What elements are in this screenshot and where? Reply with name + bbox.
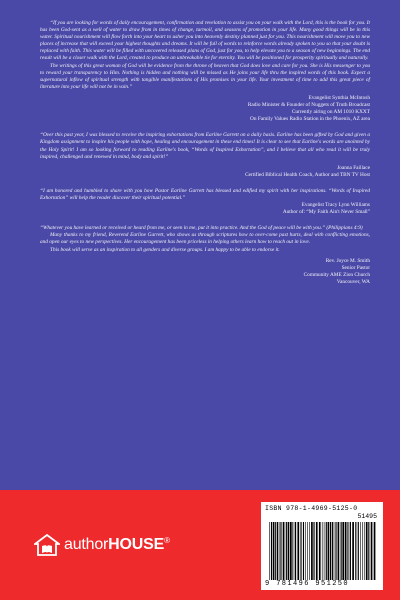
publisher-name-part2: HOUSE — [108, 536, 165, 553]
barcode-bar — [300, 522, 301, 580]
barcode-bar — [324, 522, 325, 580]
barcode-bar — [350, 522, 351, 580]
barcode-bar — [358, 522, 359, 580]
barcode-bar — [286, 522, 287, 580]
barcode-bar — [342, 522, 344, 580]
barcode-bar — [290, 522, 292, 580]
endorser-title: Senior Pastor — [341, 264, 370, 271]
barcode-bar — [368, 522, 369, 580]
endorsement-attribution — [40, 258, 370, 286]
barcode-bar — [326, 522, 327, 580]
registered-mark: ® — [164, 536, 170, 545]
barcode-bar — [316, 522, 318, 580]
endorser-title: Author of: “My Faith Ain't Never Small” — [282, 209, 370, 216]
endorser-name: Evangelist Tracy Lynn Williams — [301, 202, 370, 209]
barcode-bar — [360, 522, 361, 580]
endorsement-attribution — [40, 202, 370, 216]
barcode-bar — [330, 522, 331, 580]
barcode-bar — [352, 522, 354, 580]
barcode-bar — [345, 522, 347, 580]
endorser-title: Radio Minister & Founder of Nuggets of Truth Broadcast — [247, 102, 370, 109]
publisher-logo — [34, 534, 170, 556]
barcode-bar — [313, 522, 314, 580]
barcode-bar — [269, 522, 270, 580]
barcode-bar — [362, 522, 363, 580]
endorsement-paragraph: “Over this past year, I was blessed to receive the inspiring exhortations from Earline Garrett on a daily basis. Earline has been gifted by God and given a Kingdom assignment to inspire his people with hope, healing and encouragement in these end times! It is clear to see that Earline's words are anointed by the Holy Spirit! I am so looking forward to reading Earline's book, “Words of Inspired Exhortation”, and I believe that all who read it will be truly inspired, challenged and renewed in mind, body and spirit!” — [40, 132, 370, 160]
endorser-name: Joanna Faillace — [337, 164, 370, 171]
barcode-bars — [267, 522, 377, 580]
endorsement-paragraph: The writings of this great woman of God will be evidence from the throne of heaven that God does love and care for you. She is His messenger to you to reward your transparency to Him. Nothing is hidden and nothing will be missed as He joins your life thru the inspired words of this book. Expect a supernatural inflow of spiritual strength with tangible manifestations of His promises in your life. Your investment of time to add this great piece of literature into your life will not be in vain.” — [40, 62, 370, 90]
endorser-name: Evangelist Synthia McIntosh — [308, 94, 370, 101]
barcode-bar — [364, 522, 365, 580]
barcode-bar — [280, 522, 281, 580]
barcode-bar — [307, 522, 308, 580]
barcode-bar — [281, 522, 282, 580]
barcode-bar — [305, 522, 306, 580]
barcode-bar — [332, 522, 333, 580]
barcode-bar — [371, 522, 373, 580]
barcode-bar — [322, 522, 323, 580]
endorser-title: On Family Values Radio Station in the Phoenix, AZ area — [250, 116, 370, 123]
ean-digits: 9 781496 951250 — [265, 580, 350, 588]
barcode-bar — [374, 522, 376, 580]
barcode-bar — [303, 522, 304, 580]
barcode-bar — [366, 522, 368, 580]
barcode-bar — [292, 522, 293, 580]
barcode-bar — [309, 522, 310, 580]
endorser-title: Vancouver, WA — [336, 278, 370, 285]
endorsement-paragraph: “I am honored and humbled to share with you how Pastor Earline Garrett has blessed and edified my spirit with her inspirations. “Words of Inspired Exhortation” will help the reader discover their spiritual potential.” — [40, 187, 370, 201]
isbn-text: ISBN 978-1-4969-5125-0 — [265, 505, 358, 512]
barcode-bar — [297, 522, 299, 580]
barcode-bar — [283, 522, 285, 580]
publisher-name-part1: author — [64, 536, 109, 553]
barcode-bar — [341, 522, 342, 580]
barcode-bar — [311, 522, 313, 580]
endorsement-attribution — [40, 165, 370, 179]
endorser-title: Currently airing on AM 1010 KXXT — [291, 109, 370, 116]
endorser-name: Rev. Joyce M. Smith — [325, 257, 370, 264]
price-code: 51495 — [357, 513, 377, 520]
barcode-bar — [271, 522, 272, 580]
publisher-name — [64, 536, 170, 554]
barcode-bar — [338, 522, 340, 580]
barcode-bar — [328, 522, 330, 580]
endorsement-paragraph: “Whatever you have learned or received or heard from me, or seen in me, put it into practice. And the God of peace will be with you.” (Philippians 4:9) — [40, 225, 363, 232]
endorsements — [40, 20, 370, 286]
book-house-logo-icon — [34, 534, 60, 556]
barcode-panel — [261, 502, 383, 590]
barcode-bar — [277, 522, 278, 580]
barcode-bar — [295, 522, 296, 580]
barcode-bar — [288, 522, 290, 580]
barcode-bar — [275, 522, 276, 580]
barcode-bar — [349, 522, 350, 580]
barcode-bar — [355, 522, 356, 580]
barcode-bar — [279, 522, 280, 580]
endorsement-attribution — [40, 95, 370, 123]
barcode-bar — [319, 522, 321, 580]
barcode-bar — [294, 522, 295, 580]
barcode-bar — [334, 522, 335, 580]
endorsement-paragraph: Many thanks to my friend, Reverend Earline Garrett, who shows us through scriptures how to over-come past hurts, deal with conflicting emotions, and open our eyes to new perspectives. Her encouragement has been priceless in helping others learn how to reach out in love. — [40, 232, 370, 246]
barcode-bar — [347, 522, 348, 580]
endorsement-paragraph: This book will serve as an inspiration to all genders and diverse groups. I am happy to be able to endorse it. — [50, 246, 280, 253]
barcode-bar — [335, 522, 336, 580]
barcode-bar — [336, 522, 337, 580]
endorser-title: Certified Biblical Health Coach, Author and TBN TV Host — [245, 171, 370, 178]
barcode-bar — [273, 522, 275, 580]
endorsement-paragraph: “If you are looking for words of daily encouragement, confirmation and revelation to assist you on your walk with the Lord, this is the book for you. It has been God-sent as a well of water to draw from in times of change, turmoil, and seasons of promotion in your life. Many good things will be in this water. Spiritual nourishment will flow forth into your heart to usher you into heavenly destiny planned just for you. This nourishment will move you to new places of increase that will exceed your highest thoughts and dreams. It will be full of words to reinforce words already spoken to you so that your doubt is replaced with faith. This water will be filled with uncovered released plans of God, just for you, to help elevate you to a season of new beginnings. The end result will be a closer walk with the Lord, created to produce an unbreakable tie for eternity. You will be positioned for prosperity spiritually and naturally. — [40, 20, 370, 62]
endorser-title: Community AME Zion Church — [303, 271, 370, 278]
